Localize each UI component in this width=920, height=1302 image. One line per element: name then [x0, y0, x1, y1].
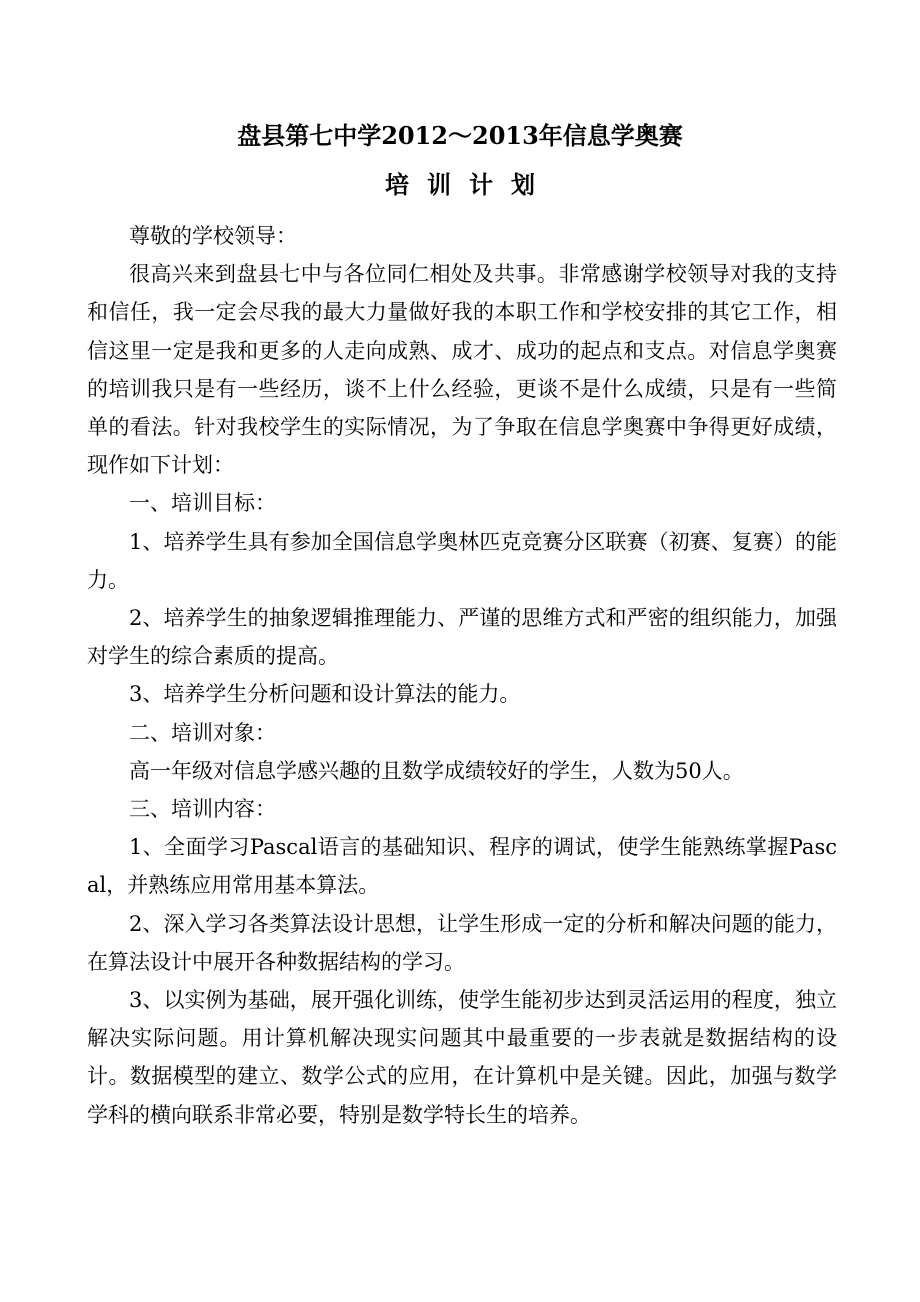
goal-item-3: 3、培养学生分析问题和设计算法的能力。 [129, 682, 521, 707]
content-item-1: 1、全面学习Pascal语言的基础知识、程序的调试，使学生能熟练掌握Pascal，并熟练应用常用基本算法。 [87, 835, 837, 898]
content-item-2: 2、深入学习各类算法设计思想，让学生形成一定的分析和解决问题的能力，在算法设计中展开各种数据结构的学习。 [87, 911, 837, 974]
section-heading-content: 三、培训内容： [129, 797, 276, 822]
document-title: 盘县第七中学2012～2013年信息学奥赛 [237, 121, 683, 150]
salutation: 尊敬的学校领导： [129, 224, 297, 248]
audience-paragraph: 高一年级对信息学感兴趣的且数学成绩较好的学生，人数为50人。 [129, 758, 744, 783]
document-subtitle: 培训计划 [385, 170, 553, 199]
section-heading-audience: 二、培训对象： [129, 720, 276, 745]
intro-paragraph: 很高兴来到盘县七中与各位同仁相处及共事。非常感谢学校领导对我的支持和信任，我一定会尽我的最大力量做好我的本职工作和学校安排的其它工作，相信这里一定是我和更多的人走向成熟、成才、成功的起点和支点。对信息学奥赛的培训我只是有一些经历，谈不上什么经验，更谈不是什么成绩，只是有一些简单的看法。针对我校学生的实际情况，为了争取在信息学奥赛中争得更好成绩，现作如下计划： [87, 262, 837, 478]
content-item-3: 3、以实例为基础，展开强化训练，使学生能初步达到灵活运用的程度，独立解决实际问题。用计算机解决现实问题其中最重要的一步表就是数据结构的设计。数据模型的建立、数学公式的应用，在计算机中是关键。因此，加强与数学学科的横向联系非常必要，特别是数学特长生的培养。 [87, 988, 837, 1127]
section-heading-goals: 一、培训目标： [129, 491, 276, 516]
document-body [87, 217, 837, 1134]
goal-item-2: 2、培养学生的抽象逻辑推理能力、严谨的思维方式和严密的组织能力，加强对学生的综合素质的提高。 [87, 606, 837, 669]
goal-item-1: 1、培养学生具有参加全国信息学奥林匹克竞赛分区联赛（初赛、复赛）的能力。 [87, 529, 837, 592]
